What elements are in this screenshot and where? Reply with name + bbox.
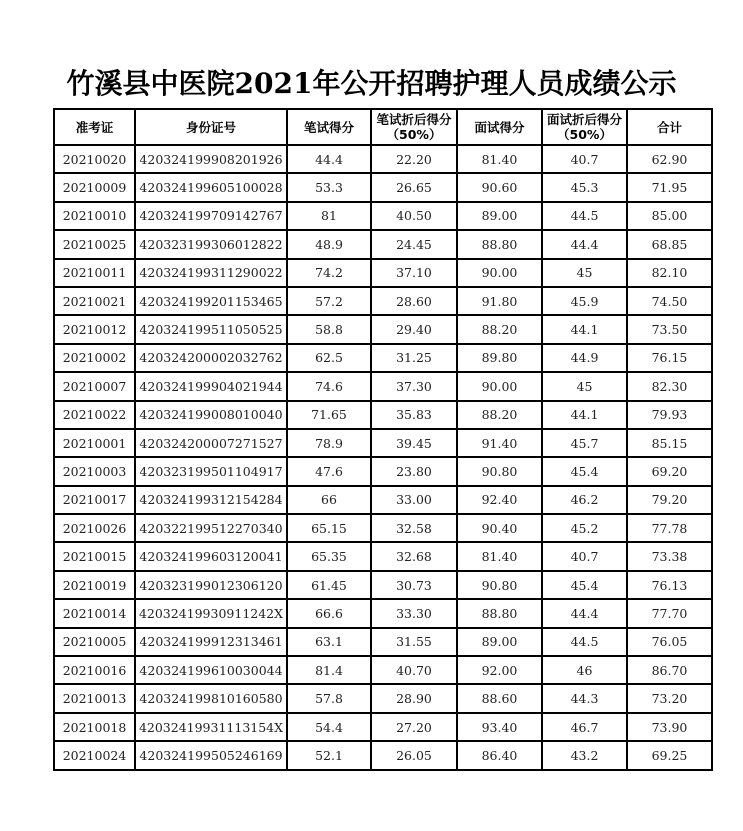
cell-id-number: 420324200002032762 xyxy=(135,344,287,372)
table-row xyxy=(54,287,712,315)
table-row xyxy=(54,713,712,741)
cell-total: 77.70 xyxy=(627,599,712,627)
header-written-weighted: 笔试折后得分（50%） xyxy=(371,109,457,145)
cell-written-score: 62.5 xyxy=(287,344,371,372)
table-row xyxy=(54,230,712,258)
cell-interview-score: 91.80 xyxy=(457,287,542,315)
cell-interview-score: 90.00 xyxy=(457,259,542,287)
cell-interview-weighted: 43.2 xyxy=(542,741,627,769)
cell-total: 71.95 xyxy=(627,173,712,201)
cell-written-score: 65.15 xyxy=(287,514,371,542)
cell-written-score: 71.65 xyxy=(287,401,371,429)
cell-exam-number: 20210022 xyxy=(54,401,135,429)
cell-id-number: 420324199912313461 xyxy=(135,628,287,656)
cell-written-weighted: 31.25 xyxy=(371,344,457,372)
cell-interview-score: 89.00 xyxy=(457,628,542,656)
cell-exam-number: 20210016 xyxy=(54,656,135,684)
table-row xyxy=(54,429,712,457)
cell-written-weighted: 29.40 xyxy=(371,315,457,343)
cell-written-score: 52.1 xyxy=(287,741,371,769)
cell-exam-number: 20210025 xyxy=(54,230,135,258)
table-row xyxy=(54,372,712,400)
score-table xyxy=(53,108,713,771)
cell-interview-weighted: 40.7 xyxy=(542,542,627,570)
cell-total: 77.78 xyxy=(627,514,712,542)
cell-interview-score: 92.40 xyxy=(457,486,542,514)
cell-id-number: 420324199908201926 xyxy=(135,145,287,173)
cell-interview-weighted: 45.2 xyxy=(542,514,627,542)
table-row xyxy=(54,202,712,230)
cell-interview-score: 92.00 xyxy=(457,656,542,684)
cell-exam-number: 20210010 xyxy=(54,202,135,230)
table-row xyxy=(54,684,712,712)
cell-written-score: 66.6 xyxy=(287,599,371,627)
cell-written-weighted: 30.73 xyxy=(371,571,457,599)
header-interview-weighted: 面试折后得分（50%） xyxy=(542,109,627,145)
cell-written-score: 63.1 xyxy=(287,628,371,656)
cell-interview-weighted: 44.5 xyxy=(542,628,627,656)
table-row xyxy=(54,514,712,542)
cell-exam-number: 20210026 xyxy=(54,514,135,542)
cell-written-score: 58.8 xyxy=(287,315,371,343)
cell-written-weighted: 40.50 xyxy=(371,202,457,230)
cell-id-number: 420323199012306120 xyxy=(135,571,287,599)
cell-interview-score: 88.20 xyxy=(457,315,542,343)
cell-interview-score: 81.40 xyxy=(457,542,542,570)
cell-written-weighted: 28.60 xyxy=(371,287,457,315)
cell-interview-weighted: 44.5 xyxy=(542,202,627,230)
cell-interview-score: 86.40 xyxy=(457,741,542,769)
cell-total: 79.20 xyxy=(627,486,712,514)
table-row xyxy=(54,571,712,599)
cell-interview-score: 90.80 xyxy=(457,571,542,599)
cell-interview-weighted: 45.4 xyxy=(542,571,627,599)
cell-interview-score: 89.00 xyxy=(457,202,542,230)
cell-written-score: 53.3 xyxy=(287,173,371,201)
cell-total: 86.70 xyxy=(627,656,712,684)
header-id-number: 身份证号 xyxy=(135,109,287,145)
cell-exam-number: 20210015 xyxy=(54,542,135,570)
cell-written-weighted: 24.45 xyxy=(371,230,457,258)
cell-total: 76.05 xyxy=(627,628,712,656)
cell-total: 73.90 xyxy=(627,713,712,741)
cell-total: 79.93 xyxy=(627,401,712,429)
cell-written-weighted: 26.65 xyxy=(371,173,457,201)
cell-interview-score: 89.80 xyxy=(457,344,542,372)
cell-id-number: 420324199511050525 xyxy=(135,315,287,343)
cell-interview-weighted: 44.4 xyxy=(542,230,627,258)
cell-written-score: 57.8 xyxy=(287,684,371,712)
cell-interview-score: 90.40 xyxy=(457,514,542,542)
cell-interview-weighted: 45 xyxy=(542,259,627,287)
table-row xyxy=(54,542,712,570)
cell-id-number: 420324199904021944 xyxy=(135,372,287,400)
cell-interview-score: 88.80 xyxy=(457,599,542,627)
cell-id-number: 420324199605100028 xyxy=(135,173,287,201)
cell-id-number: 420324199810160580 xyxy=(135,684,287,712)
cell-written-score: 47.6 xyxy=(287,457,371,485)
cell-total: 85.00 xyxy=(627,202,712,230)
table-row xyxy=(54,173,712,201)
cell-total: 68.85 xyxy=(627,230,712,258)
cell-id-number: 420324199610030044 xyxy=(135,656,287,684)
page-title: 竹溪县中医院2021年公开招聘护理人员成绩公示 xyxy=(66,67,677,100)
cell-exam-number: 20210005 xyxy=(54,628,135,656)
cell-interview-weighted: 44.9 xyxy=(542,344,627,372)
cell-interview-weighted: 45.9 xyxy=(542,287,627,315)
header-exam-number: 准考证 xyxy=(54,109,135,145)
cell-total: 62.90 xyxy=(627,145,712,173)
cell-interview-score: 93.40 xyxy=(457,713,542,741)
table-row xyxy=(54,401,712,429)
cell-total: 82.10 xyxy=(627,259,712,287)
cell-interview-weighted: 44.4 xyxy=(542,599,627,627)
cell-interview-weighted: 46.2 xyxy=(542,486,627,514)
cell-total: 73.38 xyxy=(627,542,712,570)
header-total: 合计 xyxy=(627,109,712,145)
cell-id-number: 420324199312154284 xyxy=(135,486,287,514)
cell-written-score: 48.9 xyxy=(287,230,371,258)
cell-written-weighted: 37.10 xyxy=(371,259,457,287)
cell-written-score: 57.2 xyxy=(287,287,371,315)
cell-written-score: 54.4 xyxy=(287,713,371,741)
cell-total: 69.20 xyxy=(627,457,712,485)
cell-written-weighted: 31.55 xyxy=(371,628,457,656)
cell-interview-weighted: 45.4 xyxy=(542,457,627,485)
cell-exam-number: 20210024 xyxy=(54,741,135,769)
header-written-score: 笔试得分 xyxy=(287,109,371,145)
table-row xyxy=(54,599,712,627)
cell-exam-number: 20210013 xyxy=(54,684,135,712)
cell-exam-number: 20210019 xyxy=(54,571,135,599)
cell-id-number: 420324199201153465 xyxy=(135,287,287,315)
cell-interview-score: 90.00 xyxy=(457,372,542,400)
cell-exam-number: 20210018 xyxy=(54,713,135,741)
cell-interview-weighted: 44.1 xyxy=(542,401,627,429)
cell-interview-weighted: 45 xyxy=(542,372,627,400)
cell-total: 76.13 xyxy=(627,571,712,599)
cell-id-number: 420323199501104917 xyxy=(135,457,287,485)
cell-interview-score: 81.40 xyxy=(457,145,542,173)
cell-interview-weighted: 44.1 xyxy=(542,315,627,343)
table-row xyxy=(54,656,712,684)
table-body xyxy=(54,145,712,770)
header-interview-score: 面试得分 xyxy=(457,109,542,145)
cell-id-number: 420324199505246169 xyxy=(135,741,287,769)
cell-written-score: 44.4 xyxy=(287,145,371,173)
cell-written-weighted: 33.00 xyxy=(371,486,457,514)
cell-written-weighted: 27.20 xyxy=(371,713,457,741)
cell-total: 73.20 xyxy=(627,684,712,712)
cell-interview-weighted: 45.3 xyxy=(542,173,627,201)
cell-interview-score: 90.80 xyxy=(457,457,542,485)
cell-interview-score: 91.40 xyxy=(457,429,542,457)
cell-written-weighted: 35.83 xyxy=(371,401,457,429)
cell-exam-number: 20210017 xyxy=(54,486,135,514)
cell-exam-number: 20210003 xyxy=(54,457,135,485)
cell-interview-weighted: 46.7 xyxy=(542,713,627,741)
cell-written-weighted: 28.90 xyxy=(371,684,457,712)
cell-written-weighted: 22.20 xyxy=(371,145,457,173)
cell-total: 82.30 xyxy=(627,372,712,400)
cell-written-score: 81.4 xyxy=(287,656,371,684)
cell-interview-score: 88.80 xyxy=(457,230,542,258)
cell-total: 74.50 xyxy=(627,287,712,315)
cell-exam-number: 20210020 xyxy=(54,145,135,173)
table-row xyxy=(54,628,712,656)
cell-written-weighted: 32.58 xyxy=(371,514,457,542)
cell-written-weighted: 40.70 xyxy=(371,656,457,684)
cell-total: 69.25 xyxy=(627,741,712,769)
cell-id-number: 420322199512270340 xyxy=(135,514,287,542)
table-row xyxy=(54,741,712,769)
cell-total: 85.15 xyxy=(627,429,712,457)
cell-interview-weighted: 46 xyxy=(542,656,627,684)
cell-written-score: 65.35 xyxy=(287,542,371,570)
cell-id-number: 420324199311290022 xyxy=(135,259,287,287)
cell-written-score: 66 xyxy=(287,486,371,514)
cell-id-number: 420324199603120041 xyxy=(135,542,287,570)
cell-written-score: 74.6 xyxy=(287,372,371,400)
table-row xyxy=(54,259,712,287)
cell-written-score: 81 xyxy=(287,202,371,230)
cell-written-score: 61.45 xyxy=(287,571,371,599)
cell-id-number: 420323199306012822 xyxy=(135,230,287,258)
table-row xyxy=(54,457,712,485)
cell-total: 73.50 xyxy=(627,315,712,343)
cell-interview-weighted: 45.7 xyxy=(542,429,627,457)
cell-written-score: 78.9 xyxy=(287,429,371,457)
cell-written-weighted: 26.05 xyxy=(371,741,457,769)
cell-written-score: 74.2 xyxy=(287,259,371,287)
cell-exam-number: 20210001 xyxy=(54,429,135,457)
cell-exam-number: 20210007 xyxy=(54,372,135,400)
table-row xyxy=(54,486,712,514)
cell-exam-number: 20210012 xyxy=(54,315,135,343)
cell-id-number: 42032419930911242X xyxy=(135,599,287,627)
cell-interview-score: 88.60 xyxy=(457,684,542,712)
cell-id-number: 42032419931113154X xyxy=(135,713,287,741)
cell-written-weighted: 33.30 xyxy=(371,599,457,627)
cell-written-weighted: 39.45 xyxy=(371,429,457,457)
cell-interview-weighted: 40.7 xyxy=(542,145,627,173)
cell-interview-weighted: 44.3 xyxy=(542,684,627,712)
header-row xyxy=(54,109,712,145)
cell-exam-number: 20210021 xyxy=(54,287,135,315)
cell-exam-number: 20210009 xyxy=(54,173,135,201)
cell-interview-score: 90.60 xyxy=(457,173,542,201)
cell-exam-number: 20210011 xyxy=(54,259,135,287)
cell-total: 76.15 xyxy=(627,344,712,372)
cell-id-number: 420324199709142767 xyxy=(135,202,287,230)
cell-exam-number: 20210002 xyxy=(54,344,135,372)
table-row xyxy=(54,145,712,173)
cell-id-number: 420324200007271527 xyxy=(135,429,287,457)
cell-interview-score: 88.20 xyxy=(457,401,542,429)
table-row xyxy=(54,344,712,372)
cell-written-weighted: 32.68 xyxy=(371,542,457,570)
cell-exam-number: 20210014 xyxy=(54,599,135,627)
table-row xyxy=(54,315,712,343)
cell-written-weighted: 37.30 xyxy=(371,372,457,400)
cell-written-weighted: 23.80 xyxy=(371,457,457,485)
cell-id-number: 420324199008010040 xyxy=(135,401,287,429)
